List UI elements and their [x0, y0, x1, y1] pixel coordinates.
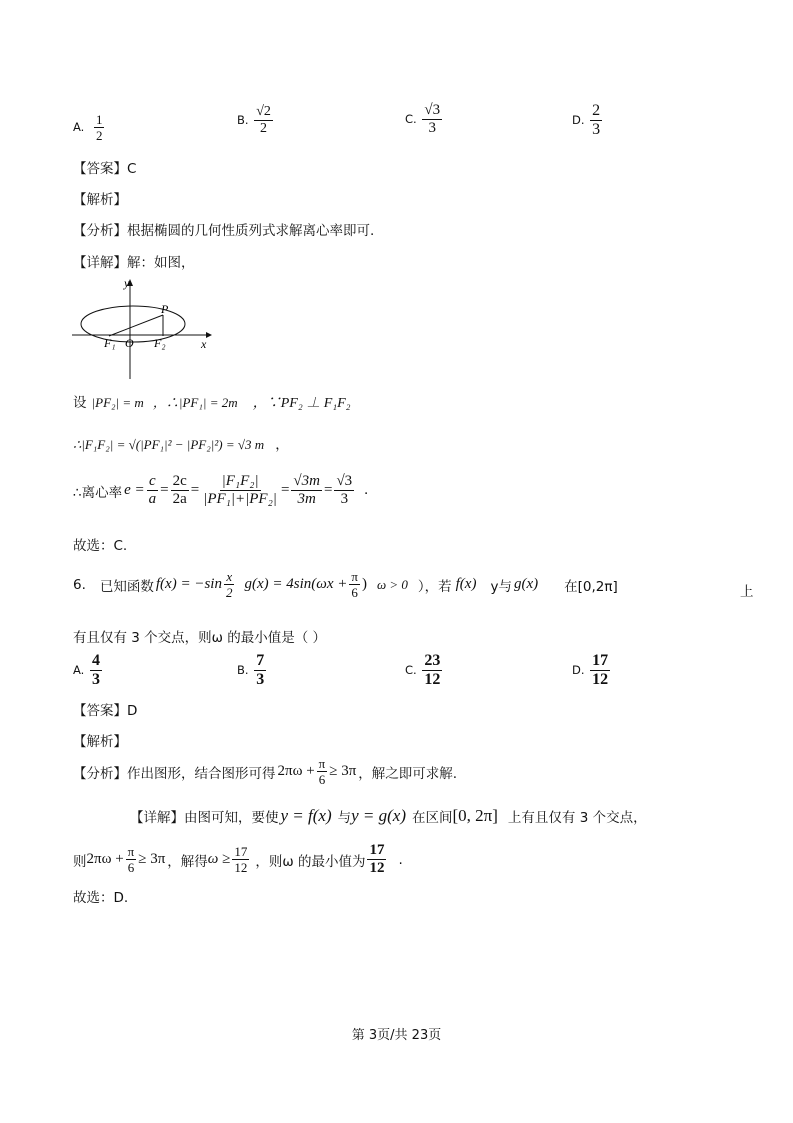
math-pf1: ，∴|PF₁| = 2m: [152, 395, 238, 410]
numerator: 17: [369, 842, 385, 858]
numerator: √2: [256, 104, 271, 119]
option-letter: D.: [572, 663, 585, 677]
fraction-pi-6: [317, 757, 328, 786]
option-letter: B.: [237, 113, 249, 127]
q6-option-a: [73, 653, 104, 688]
option-fraction: [590, 103, 602, 138]
numerator: π: [127, 844, 135, 859]
stem-interval: 在[0,2π]: [564, 578, 618, 595]
answer-value: C: [127, 161, 137, 177]
ellipse-figure: [68, 275, 213, 385]
q6-option-c: [405, 653, 444, 688]
q5-xiangjie: [73, 251, 195, 271]
segment-pf1: [109, 315, 163, 336]
q6-option-b: [237, 653, 268, 688]
answer-value: D: [127, 703, 138, 719]
fraction-root3-3: [334, 474, 354, 507]
denominator: 6: [127, 860, 135, 875]
answer-label: 【答案】: [73, 161, 127, 177]
paren: ): [361, 576, 367, 592]
fenxi-text: 根据椭圆的几何性质列式求解离心率即可.: [127, 223, 375, 239]
math-f1f2: ∴|F₁F₂| = √(|PF₁|² − |PF₂|²) = √3 m: [73, 437, 265, 452]
denominator: |PF₁|+|PF₂|: [203, 491, 277, 507]
option-letter: A.: [73, 120, 85, 134]
fraction-f1f2: [201, 474, 279, 507]
q6-stem-line-2: 有且仅有 3 个交点，则ω 的最小值是（ ）: [73, 630, 327, 646]
q6-conclusion: 故选：D.: [73, 890, 129, 906]
denominator: 12: [369, 860, 385, 876]
math-fx: f(x): [455, 576, 477, 592]
xiangjie-text: 在区间: [412, 810, 453, 826]
label-f2: F₂: [154, 336, 166, 350]
label-y: y: [124, 276, 130, 290]
label-f1: F₁: [104, 336, 116, 350]
q5-fenxi: [73, 219, 374, 239]
result-text: ，解得: [167, 853, 208, 870]
text-comma: ，: [275, 437, 289, 453]
fenxi-text: 作出图形，结合图形可得: [127, 765, 276, 782]
fraction-x-2: [224, 570, 235, 599]
q6-stem-line-1: [73, 570, 618, 599]
q5-derivation-line-1: [73, 391, 351, 412]
period: .: [364, 482, 368, 498]
fraction-c-a: [147, 474, 159, 507]
math-pf2: |PF₂| = m: [91, 395, 144, 410]
numerator: π: [318, 756, 326, 771]
fraction-pi-6: [126, 845, 137, 874]
numerator: c: [149, 473, 156, 489]
equals-sign: =: [190, 482, 200, 498]
numerator: π: [351, 569, 358, 584]
question-number: 6.: [73, 576, 86, 593]
numerator: 17: [592, 652, 609, 669]
math-gx: g(x): [513, 576, 539, 592]
label-p: P: [161, 302, 169, 316]
denominator: 3: [428, 120, 436, 136]
xiangjie-text: 与: [337, 810, 352, 826]
q6-xiangjie: [130, 806, 647, 826]
q6-option-d: [572, 653, 612, 688]
option-fraction: [422, 103, 442, 136]
numerator: 2: [592, 102, 601, 119]
option-fraction: [590, 653, 610, 688]
result-text: ，则ω 的最小值为: [255, 853, 366, 870]
denominator: 12: [424, 671, 441, 688]
option-letter: C.: [405, 663, 417, 677]
numerator: 2c: [172, 473, 187, 489]
stem-text: ），若: [417, 578, 452, 595]
xiangjie-label: 【详解】: [73, 255, 127, 271]
denominator: 3: [592, 121, 601, 138]
numerator: 7: [256, 652, 265, 669]
label-x: x: [201, 337, 207, 351]
equals-sign: =: [323, 482, 333, 498]
math-w-ge: ω ≥: [207, 851, 231, 867]
fraction-answer: [367, 843, 386, 876]
stem-text: 已知函数: [99, 578, 154, 595]
numerator: √3: [336, 473, 353, 489]
denominator: 2: [95, 128, 103, 143]
denominator: 3: [340, 491, 349, 507]
xiangjie-text: 由图可知，要使: [184, 810, 279, 826]
math-2piw: 2πω +: [86, 851, 124, 867]
numerator: √3m: [293, 473, 320, 489]
x-axis-arrow-icon: [206, 332, 212, 338]
option-fraction: [94, 113, 105, 142]
denominator: 2a: [172, 491, 187, 507]
math-interval: [0, 2π]: [452, 806, 498, 825]
option-letter: A.: [73, 663, 85, 677]
stem-text: y与: [490, 578, 512, 595]
xiangjie-text: 上有且仅有 3 个交点，: [507, 810, 647, 826]
numerator: √3: [424, 102, 441, 118]
q5-derivation-line-2: [73, 433, 289, 453]
q5-analysis-title: 【解析】: [73, 192, 127, 208]
denominator: 6: [318, 772, 326, 787]
option-letter: C.: [405, 112, 417, 126]
math-ge-3pi: ≥ 3π: [138, 851, 166, 867]
q5-option-d: [572, 103, 604, 138]
fenxi-label: 【分析】: [73, 765, 127, 782]
denominator: 3: [256, 671, 265, 688]
result-text: 则: [73, 853, 87, 870]
numerator: 4: [91, 652, 100, 669]
math-fdef: f(x) = −sin: [155, 576, 222, 592]
q6-fenxi: [73, 757, 457, 786]
label-o: O: [125, 336, 134, 350]
denominator: 2: [225, 585, 233, 600]
numerator: |F₁F₂|: [221, 473, 259, 489]
equals-sign: =: [280, 482, 290, 498]
numerator: 17: [234, 844, 248, 859]
option-letter: D.: [572, 113, 585, 127]
option-letter: B.: [237, 663, 249, 677]
math-perp: ，∵PF₂ ⊥ F₁F₂: [252, 396, 351, 411]
page-footer: 第 3页/共 23页: [351, 1028, 442, 1043]
numerator: 1: [95, 112, 103, 127]
math-e: e =: [124, 482, 145, 498]
option-fraction: [254, 653, 266, 688]
xiangjie-label: 【详解】: [130, 810, 184, 826]
denominator: 12: [592, 671, 609, 688]
math-y-fx: y = f(x): [280, 806, 332, 825]
math-gdef: g(x) = 4sin(ωx +: [244, 576, 348, 592]
numerator: 23: [424, 652, 441, 669]
option-fraction: [254, 105, 273, 136]
period: .: [398, 851, 403, 868]
math-ge-3pi: ≥ 3π: [329, 763, 357, 779]
q5-derivation-line-3: [73, 474, 368, 507]
answer-label: 【答案】: [73, 703, 127, 719]
option-fraction: [90, 653, 102, 688]
denominator: a: [148, 491, 157, 507]
math-y-gx: y = g(x): [351, 806, 406, 825]
text-she: 设: [73, 395, 87, 411]
fraction-17-12: [232, 845, 249, 874]
denominator: 3: [91, 671, 100, 688]
fenxi-label: 【分析】: [73, 223, 127, 239]
q6-analysis-title: 【解析】: [73, 734, 127, 750]
q6-stem-shang: 上: [740, 584, 754, 600]
text-eccentricity: ∴离心率: [73, 484, 123, 501]
q6-answer: [73, 699, 137, 719]
math-2piw: 2πω +: [277, 763, 315, 779]
q6-result-line: [73, 843, 403, 876]
denominator: 12: [234, 860, 248, 875]
q5-option-a: [73, 113, 106, 142]
numerator: x: [226, 569, 233, 584]
math-wcond: ω > 0: [376, 576, 408, 592]
fraction-root3m-3m: [291, 474, 322, 507]
q5-answer: [73, 157, 136, 177]
equals-sign: =: [160, 482, 169, 498]
fraction-pi-6: [349, 570, 360, 599]
denominator: 6: [351, 585, 358, 600]
q5-conclusion: 故选：C.: [73, 538, 128, 554]
fenxi-tail: ，解之即可求解.: [358, 765, 458, 782]
q5-option-c: [405, 103, 444, 136]
option-fraction: [422, 653, 442, 688]
q5-option-b: [237, 105, 275, 136]
denominator: 3m: [297, 491, 316, 507]
fraction-2c-2a: [171, 474, 189, 507]
denominator: 2: [260, 121, 268, 136]
xiangjie-text: 解：如图，: [127, 255, 195, 271]
